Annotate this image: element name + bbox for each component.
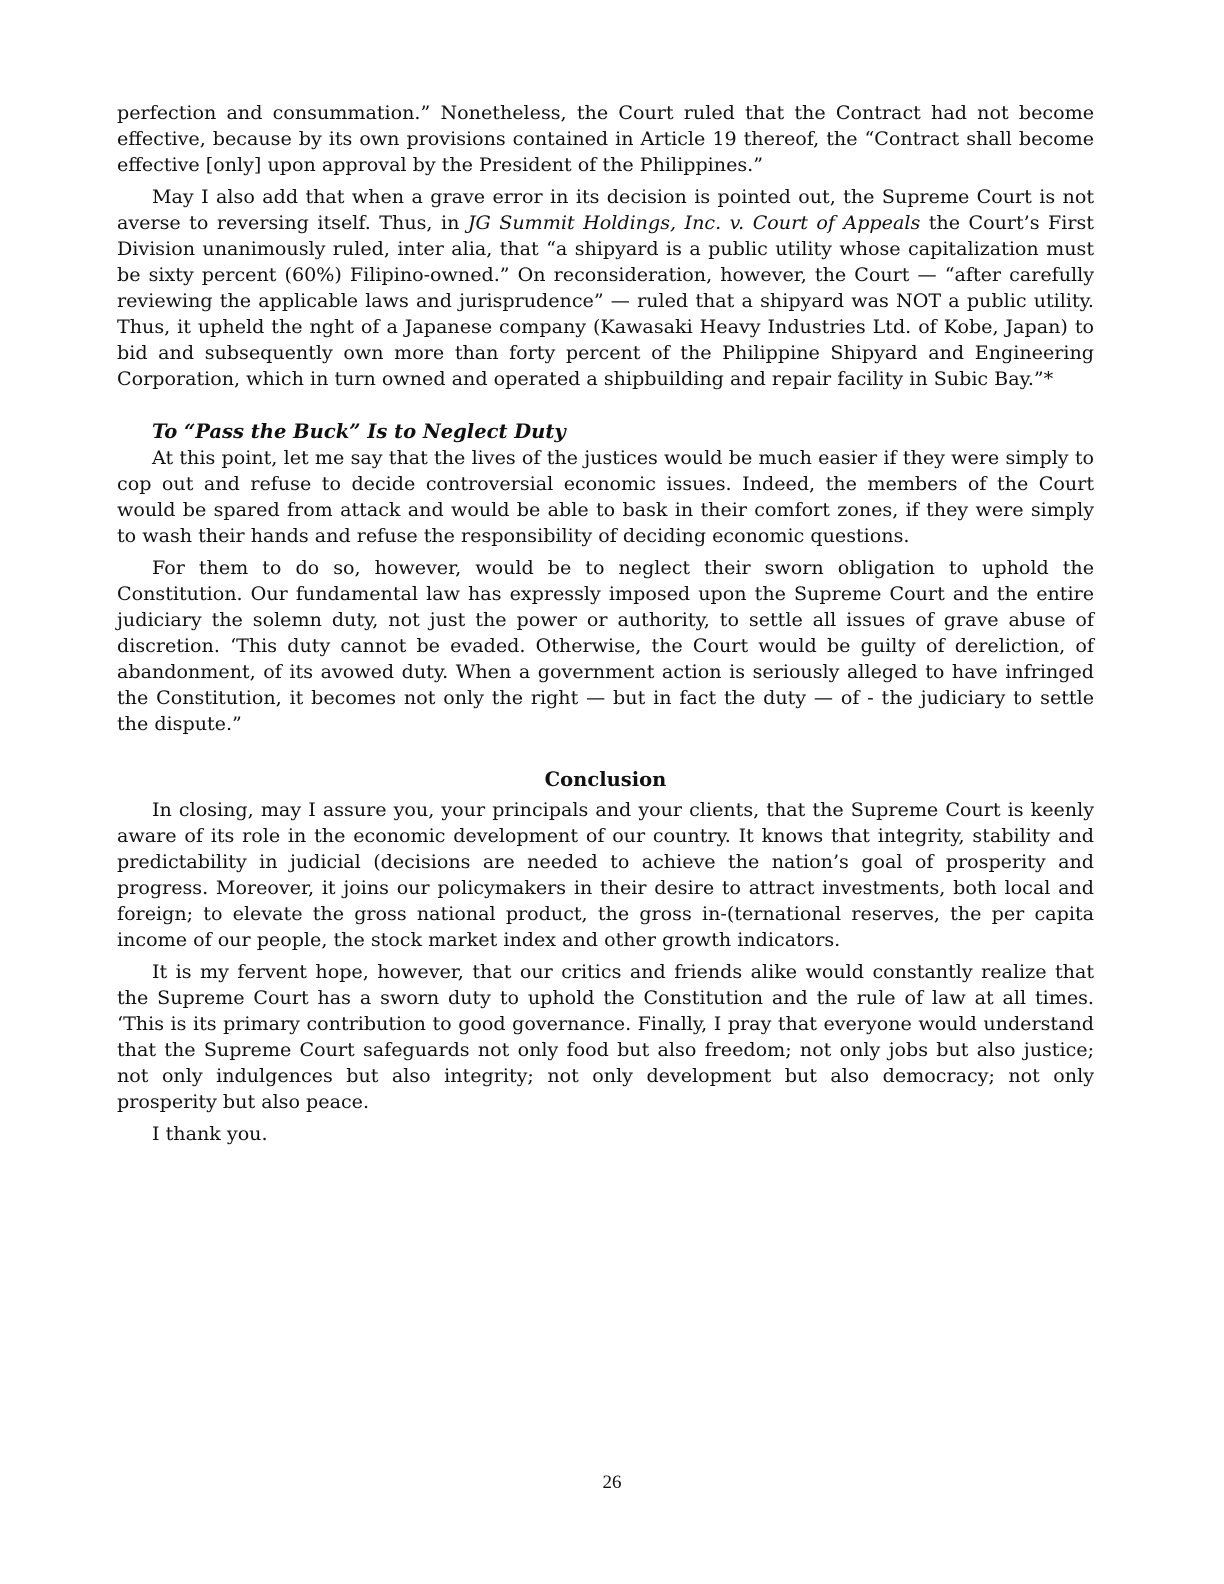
- document-page: [117, 100, 1094, 1153]
- section-heading-pass-the-buck: To “Pass the Buck” Is to Neglect Duty: [152, 420, 566, 443]
- paragraph-text: the Court’s First Division unanimously ruled, inter alia, that “a shipyard is a public utility whose capitalization must be sixty percent (60%) Filipino-owned.” On reconsideration, however, the Court — “after carefully reviewing the applicable laws and jurisprudence” — ruled that a shipyard was NOT a public utility. Thus, it upheld the nght of a Japanese company (Kawasaki Heavy Industries Ltd. of Kobe, Japan) to bid and subsequently own more than forty percent of the Philippine Shipyard and Engineering Corporation, which in turn owned and operated a shipbuilding and repair facility in Subic Bay.”*: [117, 211, 1094, 390]
- page-number: 26: [602, 1472, 622, 1493]
- paragraph-thanks: I thank you.: [152, 1122, 268, 1145]
- paragraph-text: May I also add that when a grave error in its decision is pointed out, the Supreme Court is not averse to reversing itself. Thus, in: [117, 185, 1094, 234]
- paragraph-continuation: perfection and consummation.” Nonetheless, the Court ruled that the Contract had not become effective, because by its own provisions contained in Article 19 thereof, the “Contract shall become effective [only] upon approval by the President of the Philippines.”: [117, 101, 1094, 176]
- paragraph-cop-out: At this point, let me say that the lives of the justices would be much easier if they were simply to cop out and refuse to decide controversial economic issues. Indeed, the members of the Court would be spared from attack and would be able to bask in their comfort zones, if they were simply to wash their hands and refuse the responsibility of deciding economic questions.: [117, 446, 1094, 547]
- paragraph-reversal: [117, 184, 1094, 392]
- paragraph-closing: In closing, may I assure you, your principals and your clients, that the Supreme Court is keenly aware of its role in the economic development of our country. It knows that integrity, stability and predictability in judicial (decisions are needed to achieve the nation’s goal of prosperity and progress. Moreover, it joins our policymakers in their desire to attract investments, both local and foreign; to elevate the gross national product, the gross in-(ternational reserves, the per capita income of our people, the stock market index and other growth indicators.: [117, 798, 1094, 951]
- paragraph-fervent-hope: It is my fervent hope, however, that our critics and friends alike would constantly realize that the Supreme Court has a sworn duty to uphold the Constitution and the rule of law at all times. ‘This is its primary contribution to good governance. Finally, I pray that everyone would understand that the Supreme Court safeguards not only food but also freedom; not only jobs but also justice; not only indulgences but also integrity; not only development but also democracy; not only prosperity but also peace.: [117, 960, 1094, 1113]
- paragraph-sworn-obligation: For them to do so, however, would be to neglect their sworn obligation to uphold the Constitution. Our fundamental law has expressly imposed upon the Supreme Court and the entire judiciary the solemn duty, not just the power or authority, to settle all issues of grave abuse of discretion. ‘This duty cannot be evaded. Otherwise, the Court would be guilty of dereliction, of abandonment, of its avowed duty. When a government action is seriously alleged to have infringed the Constitution, it becomes not only the right — but in fact the duty — of - the judiciary to settle the dispute.”: [117, 556, 1094, 735]
- section-heading-conclusion: Conclusion: [544, 768, 667, 791]
- case-citation: JG Summit Holdings, Inc. v. Court of Appeals: [467, 211, 921, 234]
